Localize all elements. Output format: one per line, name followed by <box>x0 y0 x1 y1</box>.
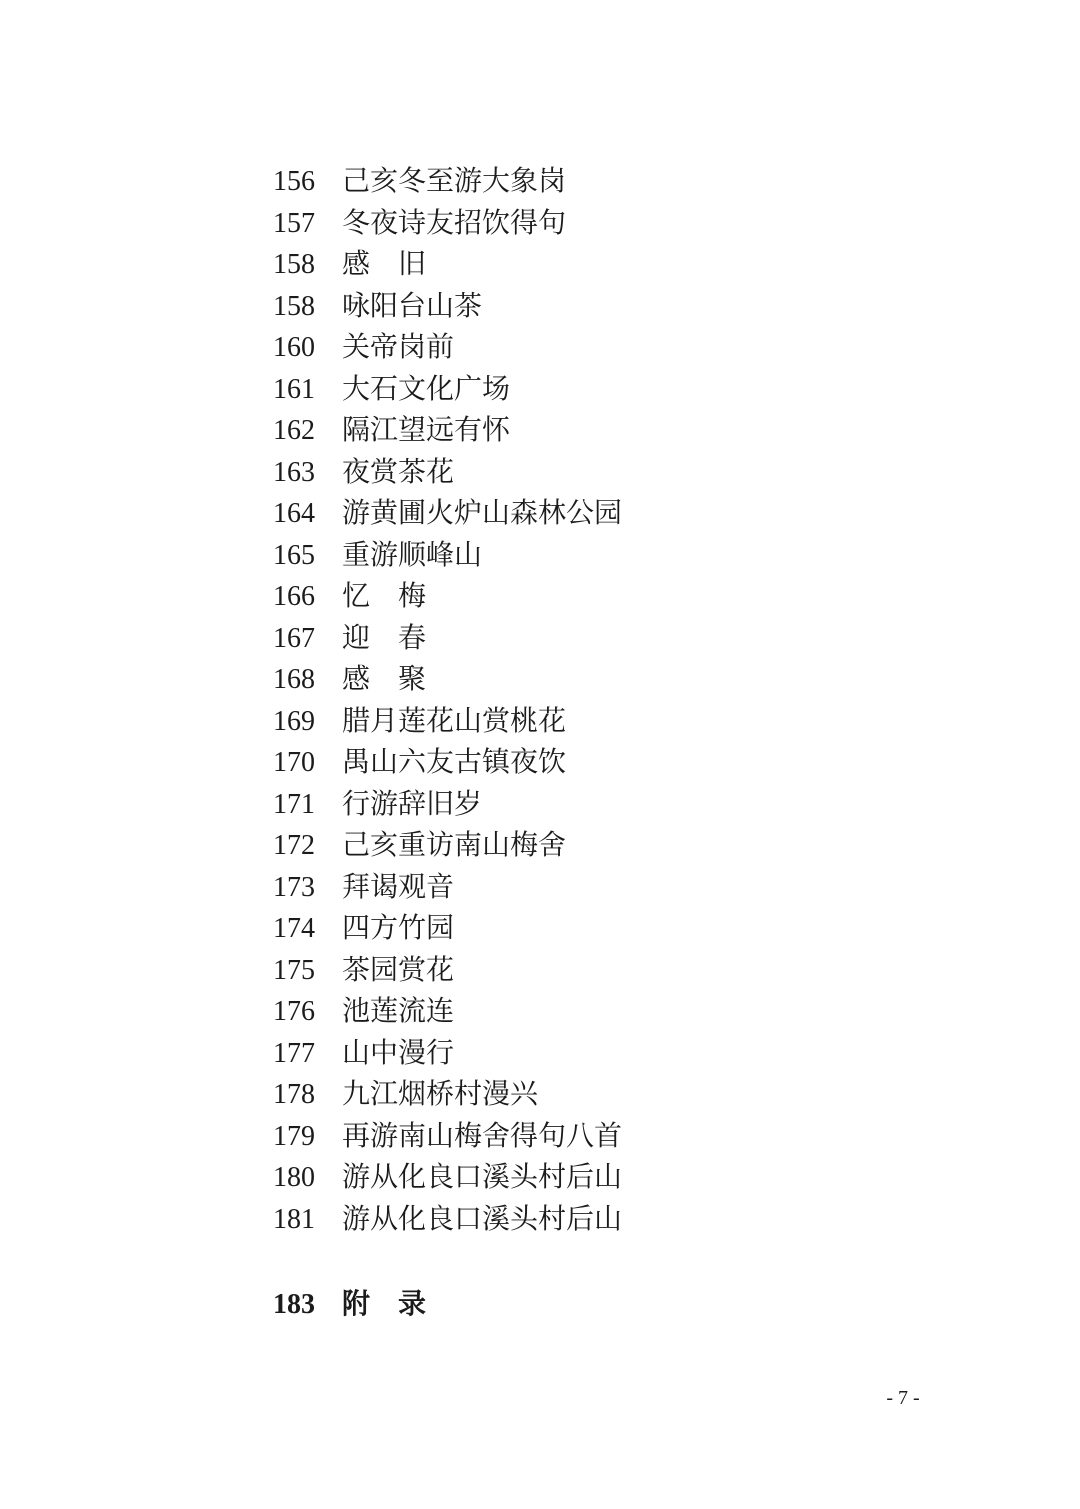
toc-entry-title: 禺山六友古镇夜饮 <box>342 747 567 778</box>
toc-entry-page-number: 174 <box>273 913 315 944</box>
toc-entry <box>273 742 622 784</box>
toc-entry-page-number: 172 <box>273 830 315 861</box>
toc-entry <box>273 701 622 743</box>
toc-entry <box>273 369 622 411</box>
toc-entry <box>273 493 622 535</box>
toc-entry-title: 行游辞旧岁 <box>342 788 483 820</box>
toc-entry <box>273 410 622 452</box>
toc-entry-title: 游从化良口溪头村后山 <box>342 1162 623 1193</box>
toc-entry-page-number: 175 <box>273 954 315 986</box>
toc-entry-page-number: 156 <box>273 166 315 197</box>
toc-entry-title: 拜谒观音 <box>342 871 455 903</box>
toc-entry-title: 己亥重访南山梅舍 <box>342 830 567 861</box>
toc-entry <box>273 327 622 369</box>
toc-appendix-page-number: 183 <box>273 1289 315 1320</box>
toc-entry <box>273 618 622 660</box>
toc-entry-title: 咏阳台山茶 <box>342 290 483 322</box>
page-footer-number: - 7 - <box>886 1387 920 1409</box>
toc-entry <box>273 867 622 909</box>
toc-entry-title: 游黄圃火炉山森林公园 <box>342 498 623 529</box>
toc-list <box>273 161 622 1240</box>
toc-entry <box>273 203 622 245</box>
toc-entry-page-number: 165 <box>273 539 315 571</box>
toc-entry-title: 感 聚 <box>342 664 427 695</box>
toc-entry-page-number: 167 <box>273 622 315 654</box>
toc-entry-page-number: 158 <box>273 290 315 322</box>
toc-entry-title: 再游南山梅舍得句八首 <box>342 1120 623 1152</box>
toc-entry <box>273 950 622 992</box>
toc-entry-page-number: 157 <box>273 207 315 239</box>
toc-entry <box>273 535 622 577</box>
toc-entry-page-number: 158 <box>273 249 315 280</box>
toc-entry <box>273 576 622 618</box>
toc-entry-page-number: 171 <box>273 788 315 820</box>
toc-entry-title: 隔江望远有怀 <box>342 415 511 446</box>
toc-entry-title: 忆 梅 <box>342 581 427 612</box>
toc-entry <box>273 825 622 867</box>
toc-entry-page-number: 177 <box>273 1037 315 1069</box>
toc-appendix-title: 附 录 <box>342 1289 427 1320</box>
toc-entry-page-number: 179 <box>273 1120 315 1152</box>
toc-entry-page-number: 163 <box>273 456 315 488</box>
toc-entry-title: 腊月莲花山赏桃花 <box>342 705 567 737</box>
toc-entry-title: 大石文化广场 <box>342 373 511 405</box>
toc-entry-page-number: 181 <box>273 1203 315 1235</box>
toc-entry-page-number: 168 <box>273 664 315 695</box>
toc-entry <box>273 244 622 286</box>
toc-entry <box>273 1157 622 1199</box>
toc-entry <box>273 659 622 701</box>
toc-entry <box>273 286 622 328</box>
toc-entry-title: 山中漫行 <box>342 1037 455 1069</box>
toc-entry <box>273 991 622 1033</box>
toc-entry <box>273 1074 622 1116</box>
toc-entry-title: 关帝岗前 <box>342 332 455 363</box>
toc-entry-page-number: 161 <box>273 373 315 405</box>
toc-entry-page-number: 173 <box>273 871 315 903</box>
toc-entry-title: 感 旧 <box>342 249 427 280</box>
toc-entry-title: 游从化良口溪头村后山 <box>342 1203 623 1235</box>
toc-entry-title: 迎 春 <box>342 622 427 654</box>
toc-entry <box>273 452 622 494</box>
toc-appendix-row <box>273 1284 426 1326</box>
toc-entry-title: 九江烟桥村漫兴 <box>342 1079 539 1110</box>
toc-entry-page-number: 164 <box>273 498 315 529</box>
toc-entry-title: 冬夜诗友招饮得句 <box>342 207 567 239</box>
toc-entry-title: 重游顺峰山 <box>342 539 483 571</box>
toc-entry <box>273 908 622 950</box>
toc-entry-title: 茶园赏花 <box>342 954 455 986</box>
toc-entry-title: 己亥冬至游大象岗 <box>342 166 567 197</box>
toc-entry <box>273 1199 622 1241</box>
toc-entry-page-number: 176 <box>273 996 315 1027</box>
toc-entry-title: 四方竹园 <box>342 913 455 944</box>
toc-entry <box>273 784 622 826</box>
toc-entry <box>273 1116 622 1158</box>
toc-entry-page-number: 169 <box>273 705 315 737</box>
toc-entry-title: 夜赏茶花 <box>342 456 455 488</box>
toc-entry-page-number: 160 <box>273 332 315 363</box>
toc-entry-page-number: 166 <box>273 581 315 612</box>
toc-entry <box>273 161 622 203</box>
toc-entry-page-number: 162 <box>273 415 315 446</box>
toc-entry-page-number: 180 <box>273 1162 315 1193</box>
toc-entry <box>273 1033 622 1075</box>
toc-entry-page-number: 178 <box>273 1079 315 1110</box>
toc-entry-title: 池莲流连 <box>342 996 455 1027</box>
toc-entry-page-number: 170 <box>273 747 315 778</box>
